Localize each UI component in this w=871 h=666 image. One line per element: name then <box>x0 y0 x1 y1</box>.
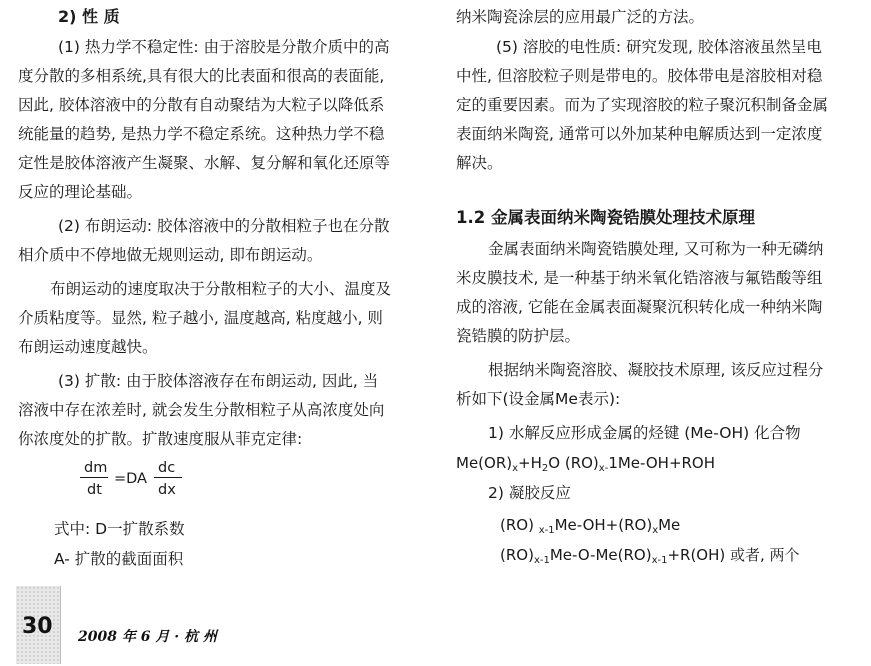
text-line: 布朗运动的速度取决于分散相粒子的大小、温度及 <box>50 280 392 298</box>
text-line: 式中: D一扩散系数 <box>54 520 185 538</box>
text-line: 布朗运动速度越快。 <box>18 338 158 356</box>
text-line: 反应的理论基础。 <box>18 183 143 201</box>
text-line: 溶液中存在浓差时, 就会发生分散相粒子从高浓度处向 <box>18 401 385 419</box>
text-line: 介质粘度等。显然, 粒子越小, 温度越高, 粘度越小, 则 <box>18 309 383 327</box>
text-line: 定性是胶体溶液产生凝聚、水解、复分解和氧化还原等 <box>18 154 391 172</box>
fraction-bar <box>80 477 108 478</box>
text-line: 相介质中不停地做无规则运动, 即布朗运动。 <box>18 246 323 264</box>
text-line: 度分散的多相系统,具有很大的比表面和很高的表面能, <box>18 67 385 85</box>
fraction-bar <box>154 477 182 478</box>
text-line: 定的重要因素。而为了实现溶胶的粒子聚沉积制备金属 <box>456 96 829 114</box>
equation-hydrolysis: $Me(OR)_x+H_2O$ $(RO)_{x-}1Me-OH+ROH$ <box>456 454 716 474</box>
subsection-heading: 2) 性 质 <box>58 7 120 26</box>
text-line: (3) 扩散: 由于胶体溶液存在布朗运动, 因此, 当 <box>58 372 379 390</box>
section-heading: 1.2 金属表面纳米陶瓷锆膜处理技术原理 <box>456 208 755 227</box>
text-line: 根据纳米陶瓷溶胶、凝胶技术原理, 该反应过程分 <box>488 361 824 379</box>
text-line: 解决。 <box>456 154 503 172</box>
text-line: (5) 溶胶的电性质: 研究发现, 胶体溶液虽然呈电 <box>496 38 822 56</box>
page-number: 30 <box>22 614 53 639</box>
equation-gel-2: $(RO)_{x-1}Me-O-Me(RO)_{x-1}+R(OH)$ 或者, 两个 <box>500 546 800 566</box>
formula-operator: =DA <box>114 471 147 487</box>
text-line: 析如下(设金属Me表示): <box>456 390 621 408</box>
text-line: 瓷锆膜的防护层。 <box>456 327 581 345</box>
text-line: 统能量的趋势, 是热力学不稳定系统。这种热力学不稳 <box>18 125 385 143</box>
text-line: 金属表面纳米陶瓷锆膜处理, 又可称为一种无磷纳 <box>488 240 824 258</box>
text-line: A- 扩散的截面面积 <box>54 550 184 568</box>
formula-numerator: dc <box>158 460 176 476</box>
text-line: 米皮膜技术, 是一种基于纳米氧化锆溶液与氟锆酸等组 <box>456 269 823 287</box>
formula-denominator: dx <box>158 482 176 498</box>
text-line: 1) 水解反应形成金属的烃键 (Me-OH) 化合物 <box>488 424 801 442</box>
equation-gel-1: (RO) $_{x-1}Me-OH+(RO)_xMe$ <box>500 516 681 536</box>
text-line: 2) 凝胶反应 <box>488 484 571 502</box>
text-line: 中性, 但溶胶粒子则是带电的。胶体带电是溶胶相对稳 <box>456 67 823 85</box>
formula-numerator: dm <box>84 460 108 476</box>
text-line: 因此, 胶体溶液中的分散有自动聚结为大粒子以降低系 <box>18 96 385 114</box>
text-line: 成的溶液, 它能在金属表面凝聚沉积转化成一种纳米陶 <box>456 298 823 316</box>
text-line: 纳米陶瓷涂层的应用最广泛的方法。 <box>456 8 705 26</box>
text-line: (1) 热力学不稳定性: 由于溶胶是分散介质中的高 <box>58 38 390 56</box>
text-line: (2) 布朗运动: 胶体溶液中的分散相粒子也在分散 <box>58 217 390 235</box>
text-line: 你浓度处的扩散。扩散速度服从菲克定律: <box>18 430 303 448</box>
formula-denominator: dt <box>87 482 102 498</box>
footer-date-location: 2008 年 6 月 · 杭 州 <box>78 629 217 645</box>
text-line: 表面纳米陶瓷, 通常可以外加某种电解质达到一定浓度 <box>456 125 823 143</box>
